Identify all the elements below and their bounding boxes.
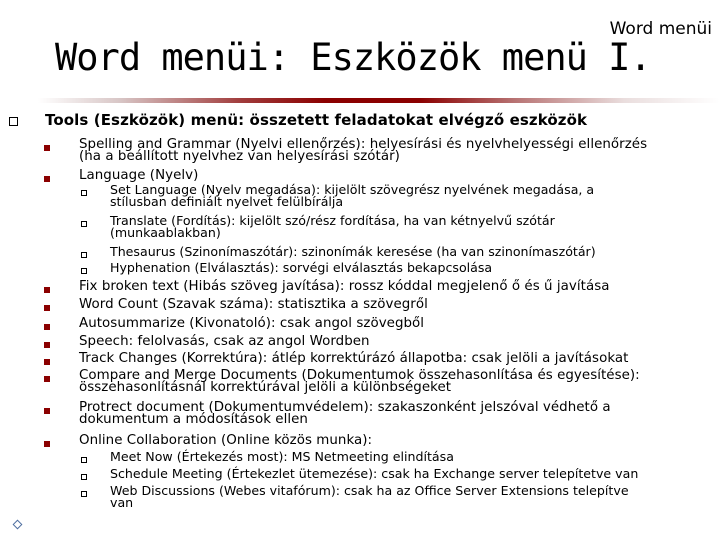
list-item-text: Track Changes (Korrektúra): átlép korrektúrázó állapotba: csak jelöli a javításokat [79,351,629,366]
filled-square-bullet-icon [44,441,50,447]
hollow-square-bullet-icon [81,491,87,497]
filled-square-bullet-icon [44,287,50,293]
filled-square-bullet-icon [44,176,50,182]
list-item-text: Schedule Meeting (Értekezlet ütemezése): csak ha Exchange server telepítetve van [110,466,639,481]
diamond-icon [13,520,23,530]
list-item-text: Spelling and Grammar (Nyelvi ellenőrzés): helyesírási és nyelvhelyességi ellenőrzés (ha a beállított nyelvhez van helyesírási szótár) [79,137,648,164]
list-item-text: Word Count (Szavak száma): statisztika a szövegről [79,297,428,312]
filled-square-bullet-icon [44,324,50,330]
slide-title: Word menüi: Eszközök menü I. [55,36,651,79]
list-item-text: Set Language (Nyelv megadása): kijelölt szövegrész nyelvének megadása, a stílusban definiált nyelvet felülbírálja [110,182,595,209]
list-item-text: Fix broken text (Hibás szöveg javítása): rossz kóddal megjelenő ő és ű javítása [79,279,610,294]
hollow-square-bullet-icon [81,474,87,480]
hollow-square-bullet-icon [9,117,18,126]
filled-square-bullet-icon [44,145,50,151]
main-point: Tools (Eszközök) menü: összetett feladatokat elvégző eszközök [45,111,588,129]
list-item-text: Protrect document (Dokumentumvédelem): szakaszonként jelszóval védhető a dokumentum a módosítások ellen [79,400,611,427]
filled-square-bullet-icon [44,359,50,365]
list-item-text: Language (Nyelv) [79,168,199,183]
header-label: Word menüi [609,19,712,39]
list-item-text: Compare and Merge Documents (Dokumentumok összehasonlítása és egyesítése): összehasonlításnál korrektúrával jelöli a különbségeket [79,368,640,395]
list-item-text: Translate (Fordítás): kijelölt szó/rész fordítása, ha van kétnyelvű szótár (munkaablakban) [110,213,555,240]
filled-square-bullet-icon [44,342,50,348]
list-item-text: Autosummarize (Kivonatoló): csak angol szövegből [79,316,425,331]
filled-square-bullet-icon [44,305,50,311]
hollow-square-bullet-icon [81,252,87,258]
title-divider [38,98,720,103]
list-item-text: Hyphenation (Elválasztás): sorvégi elválasztás bekapcsolása [110,260,493,275]
list-item-text: Thesaurus (Szinonímaszótár): szinonímák keresése (ha van szinonímaszótár) [110,244,596,259]
list-item-text: Web Discussions (Webes vitafórum): csak ha az Office Server Extensions telepítve van [110,483,629,510]
hollow-square-bullet-icon [81,190,87,196]
hollow-square-bullet-icon [81,221,87,227]
filled-square-bullet-icon [44,376,50,382]
filled-square-bullet-icon [44,408,50,414]
hollow-square-bullet-icon [81,268,87,274]
list-item-text: Speech: felolvasás, csak az angol Wordben [79,334,370,349]
list-item-text: Meet Now (Értekezés most): MS Netmeeting elindítása [110,449,454,464]
hollow-square-bullet-icon [81,457,87,463]
list-item-text: Online Collaboration (Online közös munka): [79,433,373,448]
